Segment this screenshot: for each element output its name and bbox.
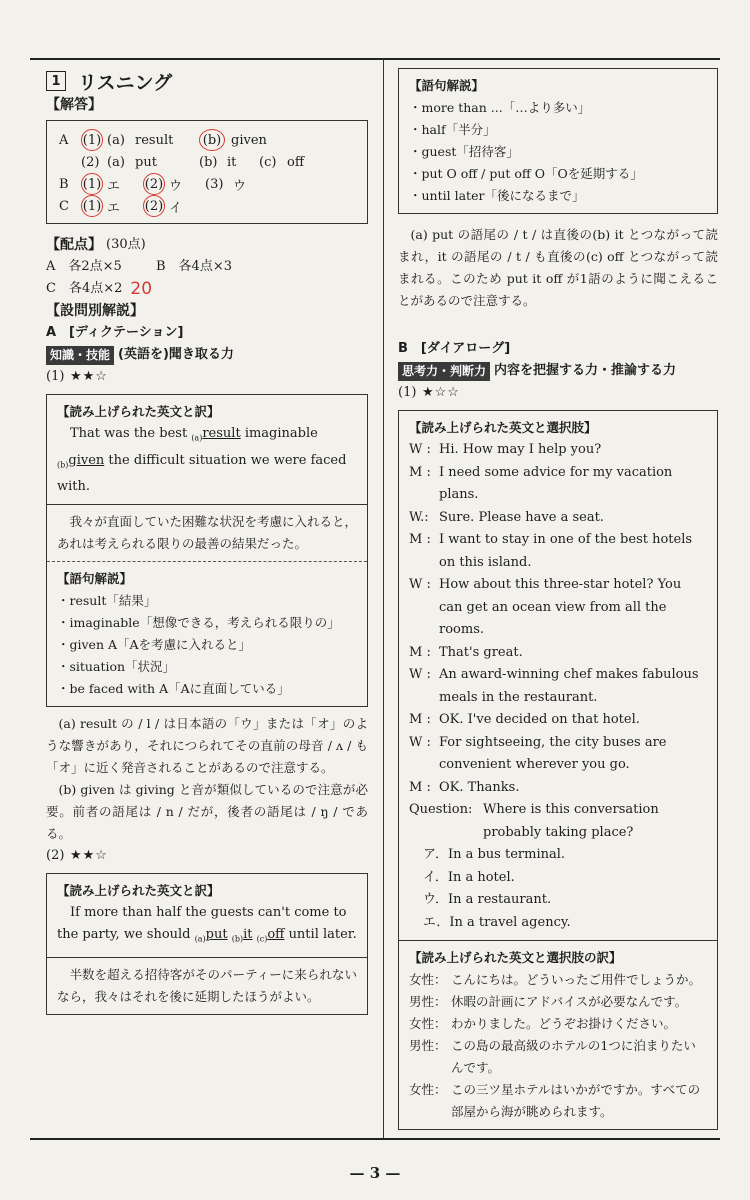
answer-row-b xyxy=(59,173,357,195)
dialogue-line xyxy=(409,439,707,462)
q1-translation xyxy=(47,504,367,561)
blank-label: (b) xyxy=(231,934,244,944)
answer-sub: (b) xyxy=(199,154,218,170)
answer-value: it xyxy=(227,154,237,170)
part-b-skill xyxy=(398,360,718,382)
english-sentence xyxy=(57,423,357,498)
speaker: 女性： xyxy=(409,1016,447,1031)
q2-difficulty xyxy=(46,845,368,867)
dialogue-line xyxy=(409,709,707,732)
answer-value: given xyxy=(231,132,267,148)
utterance: この島の最高級のホテルの1つに泊まりたいんです。 xyxy=(451,1038,696,1075)
answer-value: put xyxy=(135,154,157,170)
dialogue-line xyxy=(409,642,707,665)
q2-english xyxy=(47,874,367,957)
speaker: M : xyxy=(409,532,431,547)
choice-option: イ．In a hotel. xyxy=(423,869,515,885)
scoring-b: B 各4点×3 xyxy=(156,259,232,274)
section-number: 1 xyxy=(46,71,66,91)
page-number: — 3 — xyxy=(349,1164,401,1182)
answer-heading: 【解答】 xyxy=(46,97,102,113)
utterance: わかりました。どうぞお掛けください。 xyxy=(451,1016,677,1031)
translation-text: 半数を超える招待客がそのパーティーに来られないなら，我々はそれを後に延期したほうがよい。 xyxy=(57,966,357,1004)
answer-sub: (a) xyxy=(107,154,125,170)
b-q1-difficulty xyxy=(398,382,718,404)
column-divider xyxy=(383,58,384,1138)
translation-line xyxy=(409,969,707,991)
speaker: 男性： xyxy=(409,994,447,1009)
vocab-item: ・more than ...「…より多い」 xyxy=(409,100,591,115)
blank-answer: put xyxy=(205,927,228,943)
blank-label: (a) xyxy=(191,433,203,443)
speaker: W : xyxy=(409,667,431,682)
circled-answer xyxy=(81,129,103,151)
part-b-heading: B [ダイアローグ] xyxy=(398,341,511,356)
part-a-heading: A [ディクテーション] xyxy=(46,325,184,340)
answer-label-a: A xyxy=(59,132,69,148)
question-number: (1) xyxy=(46,369,65,384)
blank-answer: it xyxy=(243,927,253,943)
utterance: OK. Thanks. xyxy=(439,779,520,795)
blank-label: (c) xyxy=(256,934,268,944)
answer-value: off xyxy=(287,154,305,170)
question-line xyxy=(409,799,707,844)
utterance: I need some advice for my vacation plans. xyxy=(439,464,673,502)
box-title: 【読み上げられた英文と訳】 xyxy=(57,883,220,899)
speaker: M : xyxy=(409,712,431,727)
q1-box xyxy=(46,394,368,707)
vocab-item: ・put O off / put off O「Oを延期する」 xyxy=(409,166,643,181)
right-column xyxy=(398,68,718,1136)
vocab-item: ・be faced with A「Aに直面している」 xyxy=(57,681,290,697)
answer-box xyxy=(46,120,368,224)
speaker: W : xyxy=(409,442,431,457)
scoring-a: A 各2点×5 xyxy=(46,259,122,274)
translation-line xyxy=(409,1079,707,1123)
answer-row-c xyxy=(59,195,357,217)
q1-english xyxy=(47,395,367,504)
difficulty-stars: ★☆☆ xyxy=(422,385,460,400)
vocab-item: ・guest「招待客」 xyxy=(409,144,519,159)
answer-sub: (a) xyxy=(107,132,125,148)
left-column xyxy=(46,68,368,1021)
utterance: Sure. Please have a seat. xyxy=(439,509,604,525)
speaker: W : xyxy=(409,577,431,592)
translation-line xyxy=(409,1013,707,1035)
vocab-item: ・imaginable「想像できる，考えられる限りの」 xyxy=(57,615,340,631)
circled-answer xyxy=(199,129,225,151)
skill-text: (英語を)聞き取る力 xyxy=(118,347,234,362)
speaker: W : xyxy=(409,734,431,750)
scoring-line-1 xyxy=(46,256,368,278)
choice-option: ア．In a bus terminal. xyxy=(423,847,566,862)
speaker: W.: xyxy=(409,509,429,525)
answer-sub: (c) xyxy=(259,154,277,170)
question-label: Question: xyxy=(409,802,473,817)
speaker: M : xyxy=(409,779,431,795)
box-title: 【語句解説】 xyxy=(57,571,133,587)
answer-row-a2 xyxy=(59,151,357,173)
scoring-line-2 xyxy=(46,278,368,300)
answer-num: (2) xyxy=(81,154,100,170)
speaker: 女性： xyxy=(409,1082,447,1097)
answer-row-a1 xyxy=(59,129,357,151)
answer-num: (2) xyxy=(144,198,164,214)
circled-answer xyxy=(81,173,103,195)
dialogue-line xyxy=(409,574,707,642)
utterance: An award-winning chef makes fabulous meals in the restaurant. xyxy=(439,667,699,705)
utterance: I want to stay in one of the best hotels on this island. xyxy=(439,532,693,570)
sentence-part: the difficult situation we were faced with. xyxy=(57,452,347,495)
section-heading xyxy=(46,68,368,94)
answer-label-c: C xyxy=(59,198,69,214)
scoring-c: C 各4点×2 xyxy=(46,281,123,296)
choice-option: ウ．In a restaurant. xyxy=(423,892,552,907)
skill-tag: 知識・技能 xyxy=(46,346,114,365)
utterance: That's great. xyxy=(439,644,523,660)
answer-num: (2) xyxy=(144,176,164,192)
explanation-heading: 【設問別解説】 xyxy=(46,303,144,319)
question-text: Where is this conversation probably taking place? xyxy=(483,802,659,840)
speaker: 女性： xyxy=(409,972,447,987)
vocab-item: ・until later「後になるまで」 xyxy=(409,188,585,203)
difficulty-stars: ★★☆ xyxy=(70,848,108,864)
circled-answer xyxy=(143,195,165,217)
dialogue-line xyxy=(409,732,707,777)
answer-value: エ xyxy=(107,178,121,194)
answer-value: ウ xyxy=(233,178,247,194)
question-number: (2) xyxy=(46,848,65,864)
part-a-skill xyxy=(46,344,368,366)
sentence-part: That was the best xyxy=(70,426,188,441)
section-title: リスニング xyxy=(78,71,173,94)
answer-value: result xyxy=(135,132,174,148)
q1-vocab xyxy=(47,561,367,706)
skill-text: 内容を把握する力・推論する力 xyxy=(494,363,677,378)
translation-line xyxy=(409,991,707,1013)
skill-tag: 思考力・判断力 xyxy=(398,362,490,381)
vocab-item: ・situation「状況」 xyxy=(57,659,176,675)
circled-answer xyxy=(81,195,103,217)
speaker: 男性： xyxy=(409,1038,447,1053)
utterance: 休暇の計画にアドバイスが必要なんです。 xyxy=(451,994,688,1009)
q2-note: (a) put の語尾の / t / は直後の(b) it とつながって読まれ，it の語尾の / t / も直後の(c) off とつながって読まれる。このため put it off が1語のように聞こえることがあるので注意する。 xyxy=(398,227,718,308)
answer-num: (3) xyxy=(205,176,224,192)
utterance: How about this three-star hotel? You can get an ocean view from all the rooms. xyxy=(439,577,682,637)
vocab-item: ・given A「Aを考慮に入れると」 xyxy=(57,637,252,653)
blank-answer: given xyxy=(68,452,105,468)
box-title: 【語句解説】 xyxy=(409,78,485,93)
speaker: M : xyxy=(409,644,431,660)
answer-value: エ xyxy=(107,200,121,216)
translation-line xyxy=(409,1035,707,1079)
utterance: こんにちは。どういったご用件でしょうか。 xyxy=(451,972,702,987)
q1-difficulty xyxy=(46,366,368,388)
top-rule xyxy=(30,58,720,60)
dialogue-line xyxy=(409,529,707,574)
dialogue-english xyxy=(399,411,717,940)
q2-translation xyxy=(47,957,367,1014)
bottom-rule xyxy=(30,1138,720,1140)
q1-note-b: (b) given は giving と音が類似しているので注意が必要。前者の語尾は / n / だが，後者の語尾は / ŋ / である。 xyxy=(46,782,368,842)
vocab-item: ・half「半分」 xyxy=(409,122,496,137)
english-sentence xyxy=(57,902,357,951)
answer-label-b: B xyxy=(59,176,69,192)
dialogue-line xyxy=(409,777,707,800)
utterance: OK. I've decided on that hotel. xyxy=(439,712,640,727)
question-number: (1) xyxy=(398,385,417,400)
q2-box xyxy=(46,873,368,1015)
blank-label: (a) xyxy=(194,934,206,944)
translation-text: 我々が直面していた困難な状況を考慮に入れると，あれは考えられる限りの最善の結果だった。 xyxy=(57,514,358,552)
utterance: For sightseeing, the city buses are convenient wherever you go. xyxy=(439,734,667,772)
sentence-part: until later. xyxy=(288,927,357,943)
sentence-part: If more than half the guests can't come to the party, we should xyxy=(57,905,347,943)
box-title: 【読み上げられた英文と選択肢の訳】 xyxy=(409,950,622,965)
handwritten-score: 20 xyxy=(130,279,153,299)
scoring-heading xyxy=(46,234,368,256)
blank-answer: off xyxy=(267,927,285,943)
answer-value: ウ xyxy=(169,178,183,194)
dialogue-line xyxy=(409,462,707,507)
answer-sub: (b) xyxy=(202,132,222,148)
sentence-part: imaginable xyxy=(244,426,318,441)
blank-label: (b) xyxy=(57,460,69,470)
choice-option: エ．In a travel agency. xyxy=(423,914,571,930)
dialogue-line xyxy=(409,664,707,709)
vocab-item: ・result「結果」 xyxy=(57,593,157,609)
answer-num: (1) xyxy=(82,132,102,148)
answer-num: (1) xyxy=(82,198,102,214)
blank-answer: result xyxy=(202,426,241,441)
q2-vocab xyxy=(399,69,717,213)
q1-note-a: (a) result の / l / は日本語の「ウ」または「オ」のような響きがあり，それにつられてその直前の母音 / ʌ / も「オ」に近く発音されることがあるので注意する。 xyxy=(46,716,368,776)
circled-answer xyxy=(143,173,165,195)
dialogue-box xyxy=(398,410,718,1130)
box-title: 【読み上げられた英文と選択肢】 xyxy=(409,420,597,435)
difficulty-stars: ★★☆ xyxy=(70,369,108,384)
scoring-total: (30点) xyxy=(106,237,146,252)
q2-vocab-box xyxy=(398,68,718,214)
scoring-title: 【配点】 xyxy=(46,237,102,253)
dialogue-line xyxy=(409,507,707,530)
utterance: Hi. How may I help you? xyxy=(439,442,602,457)
answer-num: (1) xyxy=(82,176,102,192)
box-title: 【読み上げられた英文と訳】 xyxy=(57,404,220,419)
speaker: M : xyxy=(409,464,431,480)
utterance: この三ツ星ホテルはいかがですか。すべての部屋から海が眺められます。 xyxy=(451,1082,701,1119)
answer-value: イ xyxy=(169,200,183,216)
dialogue-translation xyxy=(399,940,717,1129)
